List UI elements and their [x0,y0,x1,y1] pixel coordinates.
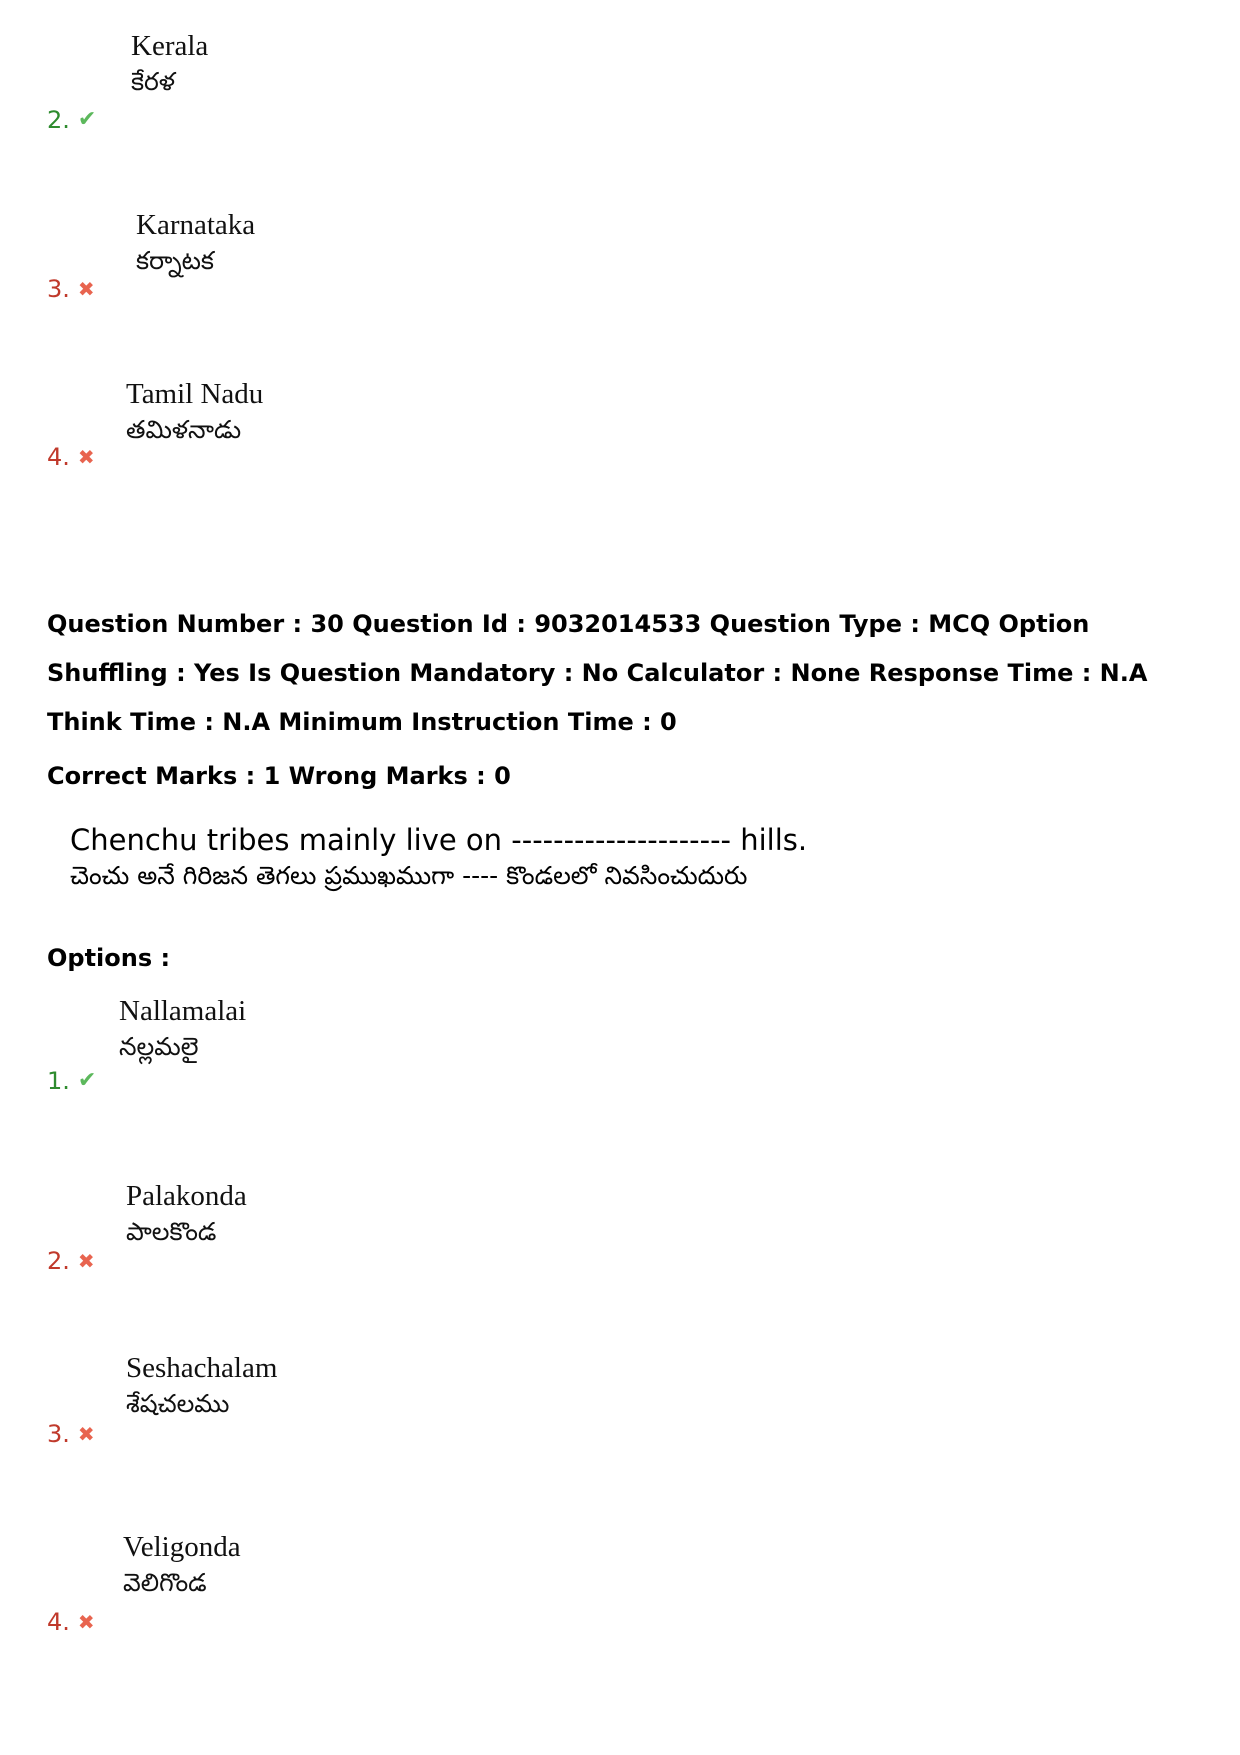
option-telugu: పాలకొండ [126,1217,217,1246]
option-image-text [126,376,263,448]
option-number-label: 1. [47,1067,70,1095]
question-telugu: చెంచు అనే గిరిజన తెగలు ప్రముఖముగా ---- కొండలలో నివసించుదురు [70,861,748,890]
option-number [47,443,95,471]
option-english: Nallamalai [119,995,247,1027]
option-english: Kerala [131,30,209,62]
option-number-label: 3. [47,275,70,303]
option-english: Veligonda [123,1531,241,1563]
option-english: Seshachalam [126,1352,278,1384]
option-telugu: నల్లమలై [119,1032,199,1061]
cross-icon: ✖ [77,1422,95,1446]
option-number-label: 3. [47,1420,70,1448]
option-telugu: వెలిగొండ [123,1568,207,1597]
option-telugu: తమిళనాడు [126,415,242,444]
option-number [47,1247,95,1275]
option-telugu: కర్నాటక [136,246,214,275]
question-text [70,822,807,894]
cross-icon: ✖ [77,1249,95,1273]
option-image-text [126,1178,247,1250]
option-number-label: 4. [47,1608,70,1636]
option-english: Karnataka [136,209,256,241]
option-image-text [136,207,255,279]
marks-line: Correct Marks : 1 Wrong Marks : 0 [47,762,511,790]
option-number [47,1067,96,1095]
option-telugu: కేరళ [131,67,176,96]
options-label: Options : [47,944,171,972]
option-number [47,275,95,303]
question-meta: Question Number : 30 Question Id : 9032014533 Question Type : MCQ Option Shuffling : Yes Is Question Mandatory : No Calculator : None Response Time : N.A Think Time : N.A Minimum Instruction Time : 0 [47,610,1148,736]
cross-icon: ✖ [77,1610,95,1634]
option-image-text [119,993,246,1065]
option-number-label: 2. [47,106,70,134]
option-image-text [131,28,208,100]
check-icon: ✔ [77,107,97,132]
option-number-label: 4. [47,443,70,471]
check-icon: ✔ [77,1068,97,1093]
cross-icon: ✖ [77,277,95,301]
option-image-text [123,1529,241,1601]
option-telugu: శేషచలము [126,1389,230,1418]
option-number [47,106,96,134]
option-english: Palakonda [126,1180,247,1212]
option-image-text [126,1350,277,1422]
option-english: Tamil Nadu [126,378,264,410]
question-english: Chenchu tribes mainly live on --------------------- hills. [70,823,808,857]
option-number-label: 2. [47,1247,70,1275]
cross-icon: ✖ [77,445,95,469]
option-number [47,1420,95,1448]
option-number [47,1608,95,1636]
